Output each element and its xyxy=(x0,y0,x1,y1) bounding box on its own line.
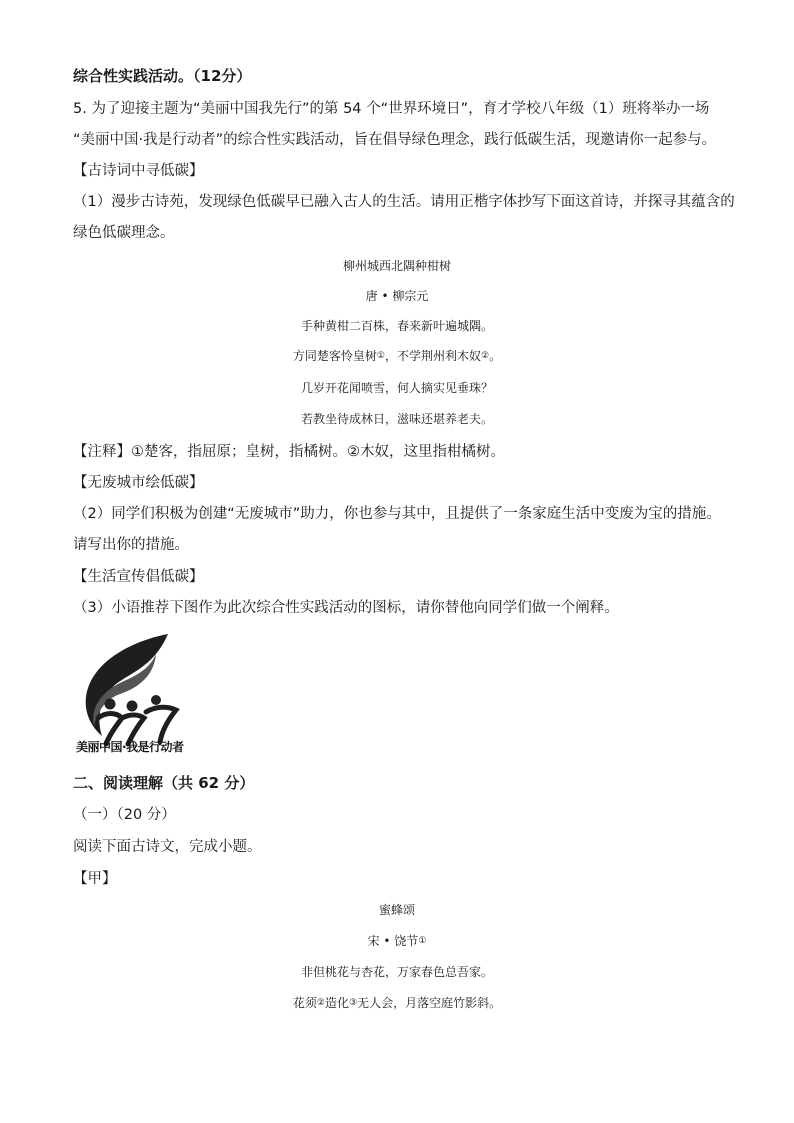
footnote-marker-3: ③ xyxy=(349,998,358,1008)
footnote-marker-1: ① xyxy=(376,351,385,361)
question5-line2: “美丽中国·我是行动者”的综合性实践活动，旨在倡导绿色理念，践行低碳生活，现邀请你一起参与。 xyxy=(73,132,717,148)
reading-instruction: 阅读下面古诗文，完成小题。 xyxy=(73,839,262,855)
subtitle-poetry: 【古诗词中寻低碳】 xyxy=(73,163,204,179)
subquestion2-line1: （2）同学们积极为创建“无废城市”助力，你也参与其中，且提供了一条家庭生活中变废为宝的措施。 xyxy=(73,506,721,522)
subtitle-zero-waste: 【无废城市绘低碳】 xyxy=(73,475,204,491)
subquestion2-line2: 请写出你的措施。 xyxy=(73,537,189,553)
poem2-line2: 花须②造化③无人会，月落空庭竹影斜。 xyxy=(292,996,502,1010)
label-jia: 【甲】 xyxy=(73,871,117,887)
poem2-line1: 非但桃花与杏花，万家春色总吾家。 xyxy=(300,965,493,979)
logo-caption: 美丽中国·我是行动者 xyxy=(76,740,184,754)
poem1-line2: 方同楚客怜皇树①，不学荆州利木奴②。 xyxy=(292,349,502,363)
subquestion1-line1: （1）漫步古诗苑，发现绿色低碳早已融入古人的生活。请用正楷字体抄写下面这首诗，并探寻其蕴含的 xyxy=(73,194,735,210)
poem1-line3: 几岁开花闻喷雪，何人摘实见垂珠？ xyxy=(300,381,493,395)
subquestion1-line2: 绿色低碳理念。 xyxy=(73,225,175,241)
poem1-notes: 【注释】①楚客，指屈原；皇树，指橘树。②木奴，这里指柑橘树。 xyxy=(73,444,505,460)
poem2-author: 宋 • 饶节① xyxy=(367,934,427,948)
footnote-marker-author: ① xyxy=(418,936,427,946)
footnote-marker-2: ② xyxy=(316,998,325,1008)
part1-heading: （一）（20 分） xyxy=(73,807,176,823)
subquestion3: （3）小语推荐下图作为此次综合性实践活动的图标，请你替他向同学们做一个阐释。 xyxy=(73,600,619,616)
poem1-line1: 手种黄柑二百株，春来新叶遍城隅。 xyxy=(300,319,493,333)
poem1-author: 唐 • 柳宗元 xyxy=(365,289,429,303)
poem2-title: 蜜蜂颂 xyxy=(378,903,415,917)
section-heading-reading: 二、阅读理解（共 62 分） xyxy=(73,774,255,792)
poem1-title: 柳州城西北隅种柑树 xyxy=(342,259,451,273)
section-heading-practice: 综合性实践活动。（12分） xyxy=(73,67,252,85)
poem1-line4: 若教坐待成林日，滋味还堪养老夫。 xyxy=(300,412,493,426)
subtitle-publicity: 【生活宣传倡低碳】 xyxy=(73,569,204,585)
footnote-marker-2: ② xyxy=(481,351,490,361)
question5-line1: 5. 为了迎接主题为“美丽中国我先行”的第 54 个“世界环境日”，育才学校八年级（1）班将举办一场 xyxy=(73,101,710,117)
